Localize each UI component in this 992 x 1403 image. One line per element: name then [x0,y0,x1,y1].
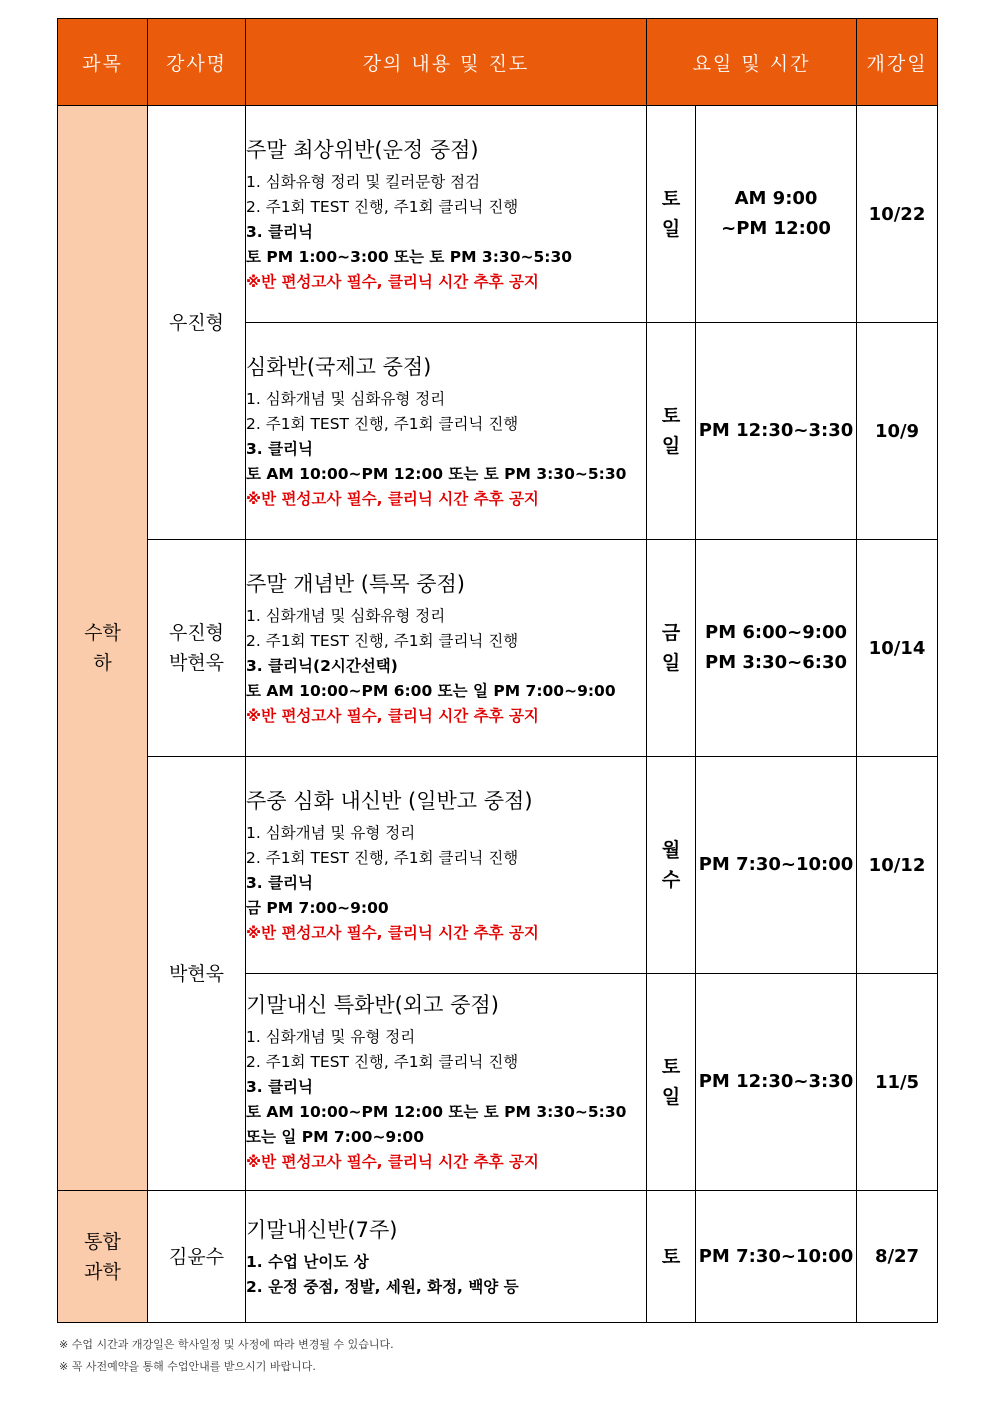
table-row [58,106,938,323]
course-line: 1. 수업 난이도 상 [246,1252,369,1271]
subject-cell-science [58,1191,148,1323]
course-line: 1. 심화개념 및 유형 정리 [246,823,416,842]
teacher-name: 박현욱 [168,652,225,674]
header-teacher: 강사명 [148,19,246,106]
footnote: ※ 꼭 사전예약을 통해 수업안내를 받으시기 바랍니다. [59,1360,316,1373]
course-line: 2. 주1회 TEST 진행, 주1회 클리닉 진행 [246,1053,519,1071]
teacher-cell [148,540,246,757]
course-line: 3. 클리닉 [246,222,313,241]
course-content [246,540,647,757]
course-line: 토 AM 10:00~PM 12:00 또는 토 PM 3:30~5:30 [246,1103,627,1121]
course-title: 주말 최상위반(운정 중점) [246,137,479,162]
course-title: 주말 개념반 (특목 중점) [246,571,465,596]
subject-label: 하 [93,652,112,674]
course-line: 2. 주1회 TEST 진행, 주1회 클리닉 진행 [246,414,519,433]
table-row [58,1191,938,1323]
time-label: PM 12:30~3:30 [698,420,854,441]
course-line: 2. 주1회 TEST 진행, 주1회 클리닉 진행 [246,197,519,216]
schedule-table [57,18,938,1323]
time-label: ~PM 12:00 [721,218,831,239]
course-line: 2. 운정 중점, 정발, 세원, 화정, 백양 등 [246,1277,519,1296]
header-start-date: 개강일 [857,19,938,106]
header-subject: 과목 [58,19,148,106]
day-label: 토 [661,1056,681,1078]
header-schedule: 요일 및 시간 [647,19,857,106]
course-content [246,323,647,540]
teacher-cell [148,106,246,540]
day-label: 일 [661,652,681,674]
table-row [58,757,938,974]
course-start-date: 10/9 [857,323,938,540]
course-line: 1. 심화개념 및 심화유형 정리 [246,389,446,408]
course-start-date: 10/14 [857,540,938,757]
course-line: 3. 클리닉(2시간선택) [246,656,398,675]
subject-label: 과학 [84,1260,121,1283]
course-line: 또는 일 PM 7:00~9:00 [246,1128,424,1146]
course-start-date: 10/12 [857,757,938,974]
course-note: ※반 편성고사 필수, 클리닉 시간 추후 공지 [246,489,539,508]
course-note: ※반 편성고사 필수, 클리닉 시간 추후 공지 [246,1153,539,1171]
teacher-name: 박현욱 [168,962,225,985]
course-time [696,106,857,323]
course-start-date: 11/5 [857,974,938,1191]
day-label: 수 [661,869,681,891]
day-label: 토 [661,188,681,210]
course-title: 주중 심화 내신반 (일반고 중점) [246,788,533,813]
course-line: 토 PM 1:00~3:00 또는 토 PM 3:30~5:30 [246,247,573,266]
subject-cell-math [58,106,148,1191]
day-label: 금 [661,622,681,644]
teacher-name: 우진형 [168,311,225,334]
day-label: 일 [661,218,681,240]
course-days [647,974,696,1191]
course-line: 1. 심화개념 및 심화유형 정리 [246,606,446,625]
course-line: 3. 클리닉 [246,873,313,892]
course-time [696,540,857,757]
course-days [647,323,696,540]
day-label: 월 [661,839,681,861]
course-note: ※반 편성고사 필수, 클리닉 시간 추후 공지 [246,706,539,725]
table-row [58,540,938,757]
time-label: PM 3:30~6:30 [705,652,847,673]
course-time [696,1191,857,1323]
time-label: PM 7:30~10:00 [698,854,854,875]
course-days [647,757,696,974]
course-note: ※반 편성고사 필수, 클리닉 시간 추후 공지 [246,923,539,942]
course-line: 3. 클리닉 [246,439,313,458]
day-label: 토 [661,1245,681,1268]
header-content: 강의 내용 및 진도 [246,19,647,106]
course-days [647,106,696,323]
course-line: 금 PM 7:00~9:00 [246,898,389,917]
course-time [696,323,857,540]
course-start-date: 8/27 [857,1191,938,1323]
course-start-date: 10/22 [857,106,938,323]
footnotes [59,1334,394,1378]
course-content [246,974,647,1191]
course-line: 토 AM 10:00~PM 12:00 또는 토 PM 3:30~5:30 [246,464,627,483]
day-label: 토 [661,405,681,427]
time-label: PM 7:30~10:00 [698,1245,854,1267]
course-content [246,1191,647,1323]
teacher-cell [148,1191,246,1323]
course-line: 2. 주1회 TEST 진행, 주1회 클리닉 진행 [246,848,519,867]
day-label: 일 [661,1086,681,1108]
course-days [647,540,696,757]
course-line: 토 AM 10:00~PM 6:00 또는 일 PM 7:00~9:00 [246,681,616,700]
time-label: PM 6:00~9:00 [705,622,847,643]
course-content [246,757,647,974]
course-content [246,106,647,323]
course-line: 2. 주1회 TEST 진행, 주1회 클리닉 진행 [246,631,519,650]
course-title: 기말내신 특화반(외고 중점) [246,993,499,1017]
course-line: 1. 심화유형 정리 및 킬러문항 점검 [246,172,481,191]
course-line: 1. 심화개념 및 유형 정리 [246,1028,416,1046]
course-title: 기말내신반(7주) [246,1217,398,1242]
footnote: ※ 수업 시간과 개강일은 학사일정 및 사정에 따라 변경될 수 있습니다. [59,1338,394,1351]
teacher-name: 김윤수 [168,1245,225,1268]
teacher-name: 우진형 [168,622,225,644]
time-label: AM 9:00 [734,188,818,209]
course-days [647,1191,696,1323]
day-label: 일 [661,435,681,457]
course-time [696,974,857,1191]
time-label: PM 12:30~3:30 [698,1071,854,1092]
course-line: 3. 클리닉 [246,1078,313,1096]
course-title: 심화반(국제고 중점) [246,354,432,379]
course-note: ※반 편성고사 필수, 클리닉 시간 추후 공지 [246,272,539,291]
teacher-cell [148,757,246,1191]
course-time [696,757,857,974]
header-row [58,19,938,106]
subject-label: 통합 [84,1230,121,1253]
subject-label: 수학 [84,622,121,644]
